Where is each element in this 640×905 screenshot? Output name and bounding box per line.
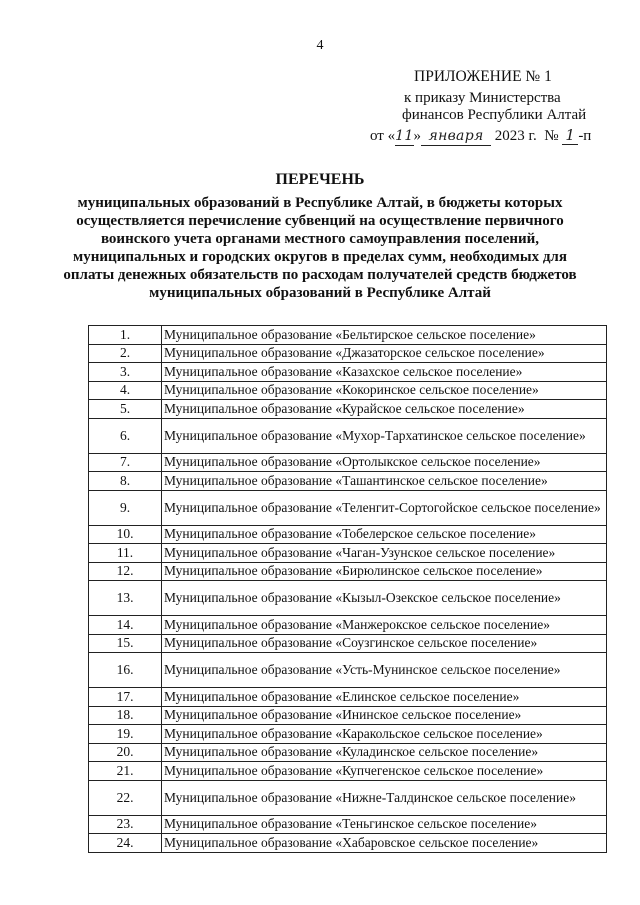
row-number: 3. [89,363,162,382]
municipality-name: Муниципальное образование «Нижне-Талдинское сельское поселение» [162,780,607,815]
municipality-name: Муниципальное образование «Казахское сельское поселение» [162,363,607,382]
row-number: 21. [89,762,162,781]
number-handwritten: 1 [562,127,578,146]
appendix-ministry: финансов Республики Алтай [402,107,587,123]
table-row [89,762,607,781]
table-row [89,490,607,525]
municipality-name: Муниципальное образование «Бельтирское сельское поселение» [162,326,607,345]
page-number: 4 [316,38,324,53]
number-prefix: № [544,127,559,144]
municipality-table [88,325,607,853]
municipality-name: Муниципальное образование «Теньгинское сельское поселение» [162,815,607,834]
row-number: 11. [89,544,162,563]
row-number: 23. [89,815,162,834]
appendix-header [370,68,610,146]
table-row [89,616,607,635]
municipality-name: Муниципальное образование «Чаган-Узунское сельское поселение» [162,544,607,563]
row-number: 10. [89,525,162,544]
table-row [89,544,607,563]
table-row [89,363,607,382]
row-number: 8. [89,472,162,491]
table-row [89,525,607,544]
table-row [89,400,607,419]
municipality-name: Муниципальное образование «Соузгинское сельское поселение» [162,634,607,653]
document-title: ПЕРЕЧЕНЬ [275,171,365,188]
municipality-name: Муниципальное образование «Елинское сельское поселение» [162,688,607,707]
municipality-name: Муниципальное образование «Ининское сельское поселение» [162,706,607,725]
municipality-name: Муниципальное образование «Джазаторское сельское поселение» [162,344,607,363]
row-number: 5. [89,400,162,419]
municipality-name: Муниципальное образование «Кызыл-Озекское сельское поселение» [162,581,607,616]
table-row [89,780,607,815]
table-row [89,453,607,472]
municipality-name: Муниципальное образование «Курайское сельское поселение» [162,400,607,419]
municipality-name: Муниципальное образование «Тобелерское сельское поселение» [162,525,607,544]
row-number: 1. [89,326,162,345]
row-number: 16. [89,653,162,688]
row-number: 14. [89,616,162,635]
municipality-name: Муниципальное образование «Мухор-Тархатинское сельское поселение» [162,418,607,453]
table-row [89,581,607,616]
municipality-name: Муниципальное образование «Кокоринское сельское поселение» [162,381,607,400]
date-day-handwritten: 11 [395,128,413,147]
row-number: 4. [89,381,162,400]
table-row [89,688,607,707]
table-row [89,743,607,762]
municipality-name: Муниципальное образование «Бирюлинское сельское поселение» [162,562,607,581]
date-quote-close: » [413,127,422,144]
row-number: 20. [89,743,162,762]
table-row [89,344,607,363]
date-month-handwritten: января [421,128,491,147]
number-suffix: -п [578,127,592,144]
municipality-name: Муниципальное образование «Ортолыкское сельское поселение» [162,453,607,472]
table-row [89,381,607,400]
document-title-block [60,170,580,302]
row-number: 17. [89,688,162,707]
municipality-name: Муниципальное образование «Купчегенское сельское поселение» [162,762,607,781]
table-row [89,634,607,653]
row-number: 15. [89,634,162,653]
row-number: 12. [89,562,162,581]
row-number: 18. [89,706,162,725]
row-number: 2. [89,344,162,363]
table-row [89,834,607,853]
date-year: 2023 г. [494,127,537,144]
table-row [89,815,607,834]
table-row [89,725,607,744]
municipality-name: Муниципальное образование «Усть-Мунинское сельское поселение» [162,653,607,688]
municipality-name: Муниципальное образование «Каракольское сельское поселение» [162,725,607,744]
table-row [89,653,607,688]
municipality-name: Муниципальное образование «Куладинское сельское поселение» [162,743,607,762]
municipality-name: Муниципальное образование «Теленгит-Сортогойское сельское поселение» [162,490,607,525]
table-row [89,472,607,491]
document-subtitle: муниципальных образований в Республике Алтай, в бюджеты которых осуществляется перечисление субвенций на осуществление первичного воинского учета органами местного самоуправления поселений, муниципальных и городских округов в пределах сумм, необходимых для оплаты денежных обязательств по расходам получателей средств бюджетов муниципальных образований в Республике Алтай [63,195,577,301]
order-date-number [370,127,610,147]
row-number: 24. [89,834,162,853]
table-row [89,562,607,581]
row-number: 19. [89,725,162,744]
row-number: 6. [89,418,162,453]
row-number: 9. [89,490,162,525]
row-number: 22. [89,780,162,815]
appendix-order-reference: к приказу Министерства [404,89,561,106]
table-row [89,326,607,345]
municipality-name: Муниципальное образование «Манжерокское сельское поселение» [162,616,607,635]
table-row [89,706,607,725]
municipality-table-body [89,326,607,853]
municipality-name: Муниципальное образование «Ташантинское сельское поселение» [162,472,607,491]
appendix-title: ПРИЛОЖЕНИЕ № 1 [414,68,552,85]
date-prefix: от « [370,127,396,144]
row-number: 13. [89,581,162,616]
municipality-name: Муниципальное образование «Хабаровское сельское поселение» [162,834,607,853]
row-number: 7. [89,453,162,472]
table-row [89,418,607,453]
